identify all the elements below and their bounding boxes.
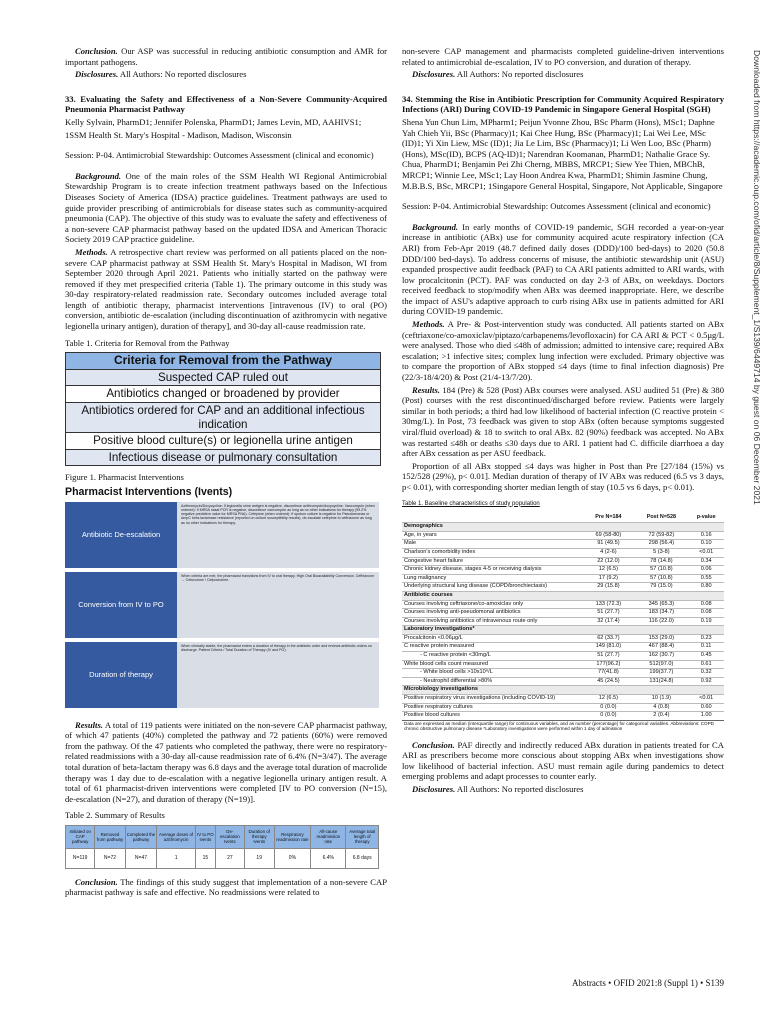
- table-cell: 19: [244, 848, 274, 868]
- table-cell: 162 (30.7): [634, 652, 688, 661]
- table-cell: Age, in years: [402, 531, 582, 540]
- table-cell: Microbiology investigations: [402, 686, 582, 695]
- abstract-34-results-2: Proportion of all ABx stopped ≤4 days was higher in Post than Pre [27/184 (15%) vs 152/528 (29%), p< 0.01]. Median duration of therapy of IV ABx was reduced (6.5 vs 3 days, p< 0.01), with corresponding shorter median length of stay (10.5 vs 6 days, p< 0.01).: [402, 460, 724, 492]
- table-cell: 0.92: [688, 677, 724, 686]
- table-header-row: [66, 825, 379, 848]
- table-cell: 0 (0.0): [582, 712, 634, 721]
- table-header: Removed from pathway: [95, 825, 125, 848]
- table-cell: 0.11: [688, 643, 724, 652]
- table-cell: 0.34: [688, 557, 724, 566]
- table-cell: Chronic kidney disease, stages 4-5 or receiving dialysis: [402, 566, 582, 575]
- table-cell: 116 (22.0): [634, 617, 688, 626]
- table-cell: 77(41.8): [582, 669, 634, 678]
- table-cell: 45 (24.5): [582, 677, 634, 686]
- table-row: [402, 566, 724, 575]
- table-cell: Lung malignancy: [402, 574, 582, 583]
- table-cell: [688, 686, 724, 695]
- table-header: Pre N=184: [595, 514, 622, 521]
- table-footnote-row: [402, 720, 724, 731]
- table-header: Initiated on CAP pathway: [66, 825, 95, 848]
- table-row: [402, 695, 724, 704]
- page-footer: Abstracts • OFID 2021:8 (Suppl 1) • S139: [571, 978, 724, 988]
- table-cell: 5 (3-8): [634, 548, 688, 557]
- table-cell: 27: [215, 848, 244, 868]
- table-cell: 0%: [274, 848, 311, 868]
- table-cell: N=72: [95, 848, 125, 868]
- table-cell: White blood cells count measured: [402, 660, 582, 669]
- table-cell: <0.01: [688, 695, 724, 704]
- figure-row-duration: [65, 642, 379, 708]
- table-row: [402, 643, 724, 652]
- abstract-34-authors: Shena Yun Chun Lim, MPharm1; Peijun Yvonne Zhou, BSc Pharm (Hons), MSc1; Daphne Yah Chieh Yii, BSc (Pharmacy)1; Kai Chee Hung, BSc (Pharmacy)1; Lai Wei Lee, MSc (ID)1; Yi Xin Liew, MSc (ID)1; Jia Le Lim, BSc (Pharmacy)1; Li Wen Loo, BSc (Pharm)(Hons), MSc(ID), BCPS (AQ-ID)1; Narendran Koomanan, PharmD1; Nathalie Grace Sy. Chua, PharmD1; Benjamin Pei Zhi Cherng, MBBS, MRCP1; Siew Yee Thien, MBChB, MRCP1; Winnie Lee, MSc1; Lay Hoon Andrea Kwa, PharmD1; Shimin Jasmine Chung, M.B.B.S, BSc, MRCP1; 1Singapore General Hospital, Singapore, Not Applicable, Singapore: [402, 116, 723, 191]
- criteria-item: Antibiotics ordered for CAP and an additional infectious indication: [66, 402, 380, 432]
- top-disclosures: Disclosures. All Authors: No reported disclosures: [75, 69, 247, 80]
- table-cell: 10 (1.9): [634, 695, 688, 704]
- table-cell: Positive blood cultures: [402, 712, 582, 721]
- abstract-34-results: Results. 184 (Pre) & 528 (Post) ABx courses were analysed. ASU audited 51 (Pre) & 380 (Post) courses with the rest discontinued/discharged before review. Patients were largely similar in both periods; a third had low likelihood of bacterial infection (C reactive protein < 30mg/L). In Post, 73 feedback was given to stop ABx (often because symptoms suggested viral/fluid overload) & 18 to switch to oral ABx. 82 (90%) feedback was accepted. No ABx was restarted ≤48h or deaths ≤30 days due to ARI. 1 patient had C. difficile diarrhoea a day after ABx cessation as per ASU feedback.: [402, 384, 724, 459]
- table-cell: 1: [157, 848, 195, 868]
- table-cell: 2 (0.4): [634, 712, 688, 721]
- table-cell: Charlson's comorbidity index: [402, 548, 582, 557]
- table-row: [402, 660, 724, 669]
- table-cell: 0.23: [688, 634, 724, 643]
- table-row: [402, 677, 724, 686]
- criteria-header: Criteria for Removal from the Pathway: [66, 353, 380, 369]
- table-cell: Congestive heart failure: [402, 557, 582, 566]
- table-cell: 51 (27.7): [582, 652, 634, 661]
- table-row: [402, 548, 724, 557]
- table-cell: [634, 626, 688, 635]
- table-cell: [688, 626, 724, 635]
- table-row: [402, 703, 724, 712]
- table-header: Average doses of azithromycin: [157, 825, 195, 848]
- table-cell: 51 (27.7): [582, 609, 634, 618]
- figure-pharmacist-interventions: [65, 487, 379, 708]
- figure-row-label: Antibiotic De-escalation: [65, 502, 177, 568]
- abstract-34-conclusion: Conclusion. PAF directly and indirectly reduced ABx duration in patients treated for CA ARI as prescribers become more conscious about stopping ABx when investigations show low likelihood of bacterial infection. ASU must remain agile during pandemics to detect emerging problems and adapt processes to counter early.: [402, 739, 724, 782]
- table-cell: 79 (15.0): [634, 583, 688, 592]
- table-cell: 0.60: [688, 703, 724, 712]
- table-row: [402, 609, 724, 618]
- table-cell: 183 (34.7): [634, 609, 688, 618]
- figure1-caption: Figure 1. Pharmacist Interventions: [65, 472, 184, 483]
- table-row: [402, 557, 724, 566]
- table-footnote: Data are expressed as median (interquartile range) for continuous variables, and as number (percentage) for categorical variables. Abbreviations: COPD chronic obstructive pulmonary disease *Laboratory investigations were performed within 1 day of admission: [402, 720, 724, 731]
- table-cell: Positive respiratory cultures: [402, 703, 582, 712]
- table-row: [402, 574, 724, 583]
- table-cell: 57 (10.8): [634, 566, 688, 575]
- table-cell: 0.10: [688, 540, 724, 549]
- table-cell: 0.16: [688, 531, 724, 540]
- table-cell: 4 (2-6): [582, 548, 634, 557]
- table-cell: 78 (14.8): [634, 557, 688, 566]
- table-cell: [582, 523, 634, 532]
- table1-caption: Table 1. Criteria for Removal from the Pathway: [65, 337, 230, 348]
- baseline-table: [402, 513, 724, 731]
- abstract-33-authors: Kelly Sylvain, PharmD1; Jennifer Polenska, PharmD1; James Levin, MD, AAHIVS1;: [65, 116, 362, 127]
- table-row: [402, 600, 724, 609]
- table-cell: 153 (29.0): [634, 634, 688, 643]
- table-cell: 29 (15.8): [582, 583, 634, 592]
- right-column: [402, 46, 724, 797]
- abstract-33-background: Background. One of the main roles of the SSM Health WI Regional Antimicrobial Stewardship Program is to create infection treatment pathways based on the Infectious Diseases Society of America (IDSA) practice guidelines. Treatment pathways are used to guide provider prescribing of antimicrobials for disease states such as community-acquired pneumonia (CAP). The objective of this study was to evaluate the safety and effectiveness of a non-severe CAP pharmacist pathway based on the updated IDSA and American Thoracic Society 2019 CAP practice guideline.: [65, 170, 387, 245]
- table-cell: Courses involving anti-pseudomonal antibiotics: [402, 609, 582, 618]
- table-cell: 0.80: [688, 583, 724, 592]
- table-cell: 0.55: [688, 574, 724, 583]
- abstract-34-session: Session: P-04. Antimicrobial Stewardship: Outcomes Assessment (clinical and economic): [402, 201, 711, 212]
- table-row: [402, 712, 724, 721]
- criteria-item: Antibiotics changed or broadened by provider: [66, 385, 380, 402]
- table-cell: N=47: [125, 848, 157, 868]
- table-cell: Laboratory investigations*: [402, 626, 582, 635]
- table-cell: 12 (6.5): [582, 695, 634, 704]
- table-cell: [582, 591, 634, 600]
- table-cell: [582, 686, 634, 695]
- figure-row-iv-to-po: [65, 572, 379, 638]
- abstract-33-results: Results. A total of 119 patients were initiated on the non-severe CAP pharmacist pathway, of which 47 patients (40%) completed the pathway and 72 patients (60%) were removed from the pathway. Of the 47 patients who completed the pathway, there were no respiratory-related readmissions with a 30-day all-cause readmission rate of 6.4% (N=3/47). The average total duration of beta-lactam therapy was 6.8 days and the average total duration of macrolide therapy was 1 day due to de-escalation with a negative legionella urinary antigen result. A total of 61 pharmacist-driven interventions were completed [IV to PO conversion (N=15), de-escalation (N=27), and duration of therapy (N=19)].: [65, 719, 387, 804]
- abstract-33-affiliation: 1SSM Health St. Mary's Hospital - Madison, Madison, Wisconsin: [65, 129, 292, 140]
- table-cell: 131(24.8): [634, 677, 688, 686]
- table-cell: 298 (56.4): [634, 540, 688, 549]
- table-cell: N=119: [66, 848, 95, 868]
- table-row: [402, 617, 724, 626]
- table-row: [402, 652, 724, 661]
- table-cell: 199(37.7): [634, 669, 688, 678]
- table-cell: 12 (6.5): [582, 566, 634, 575]
- table-header: p-value: [696, 514, 716, 521]
- table-row: [402, 540, 724, 549]
- table-row: [402, 634, 724, 643]
- table-header: Average total length of therapy: [346, 825, 379, 848]
- figure-row-deescalation: [65, 502, 379, 568]
- download-sidebar: [752, 50, 764, 970]
- figure-row-text: Azithromycin/Doxycycline: If legionella urine antigen is negative, discontinue azithromycin/doxycycline. Vancomycin (when ordered): If MRSA nasal PCR is negative, discontinue vancomycin as long as no other indications for therapy (99.2% negative predictive value for MRSA PNA). Cefepime (when ordered): If sputum culture is negative for Pseudomonas or AmpC beta-lactamase resistance (reported on culture susceptibility results), de-escalate cefepime to ceftriaxone as long as no other indications for therapy.: [177, 502, 379, 568]
- summary-table: [65, 825, 379, 869]
- table-cell: 512(97.0): [634, 660, 688, 669]
- table-cell: Underlying structural lung disease (COPD/bronchiectasis): [402, 583, 582, 592]
- table-header: All-cause readmission rate: [311, 825, 346, 848]
- table-cell: 0.08: [688, 600, 724, 609]
- table-cell: C reactive protein measured: [402, 643, 582, 652]
- table-cell: 69 (58-80): [582, 531, 634, 540]
- table-cell: 22 (12.0): [582, 557, 634, 566]
- table-cell: 177(96.2): [582, 660, 634, 669]
- table-section-row: [402, 591, 724, 600]
- table-cell: 0.06: [688, 566, 724, 575]
- table-cell: 0.45: [688, 652, 724, 661]
- table-header: Respiratory readmission rate: [274, 825, 311, 848]
- table-cell: 57 (10.8): [634, 574, 688, 583]
- table-cell: 32 (17.4): [582, 617, 634, 626]
- table-cell: - C reactive protein <30mg/L: [402, 652, 582, 661]
- table-cell: 149 (81.0): [582, 643, 634, 652]
- criteria-table: [65, 352, 381, 466]
- baseline-table-caption: Table 1. Baseline characteristics of study population: [402, 500, 540, 507]
- table-header: [402, 513, 582, 523]
- table-cell: Positive respiratory virus investigations (including COVID-19): [402, 695, 582, 704]
- abstract-33-session: Session: P-04. Antimicrobial Stewardship: Outcomes Assessment (clinical and economic): [65, 150, 374, 161]
- table-cell: 15: [195, 848, 215, 868]
- figure-row-label: Conversion from IV to PO: [65, 572, 177, 638]
- table-header: De-escalation Ivents: [215, 825, 244, 848]
- figure-row-text: When criteria are met, the pharmacist transitions from IV to oral therapy. High Oral Bioavailability Conversion. Ceftriaxone → Cefuroxime / Cefpodoxime.: [177, 572, 379, 638]
- table-cell: 0 (0.0): [582, 703, 634, 712]
- table2-caption: Table 2. Summary of Results: [65, 810, 165, 821]
- table-section-row: [402, 686, 724, 695]
- table-cell: 62 (33.7): [582, 634, 634, 643]
- criteria-item: Infectious disease or pulmonary consultation: [66, 449, 380, 466]
- table-cell: [634, 523, 688, 532]
- table-cell: [688, 591, 724, 600]
- table-cell: [688, 523, 724, 532]
- table-cell: 1.00: [688, 712, 724, 721]
- table-cell: 6.4%: [311, 848, 346, 868]
- table-cell: Male: [402, 540, 582, 549]
- criteria-item: Suspected CAP ruled out: [66, 369, 380, 386]
- table-cell: [634, 591, 688, 600]
- table-cell: [634, 686, 688, 695]
- abstract-34-methods: Methods. A Pre- & Post-intervention study was conducted. All patients started on ABx (ceftriaxone/co-amoxiclav/piptazo/carbapenems/levofloxacin) for CA ARI & PCT < 0.5μg/L were analysed. Those who died ≤48h of admission; admitted to intensive care; required ABx escalation; >1 infective sites; complex lung infection were excluded. Primary objective was to compare the proportion of ABx stopped ≤4 days (time to final infection diagnosis) Pre (22/3-18/4/20) & Post (21/4-13/7/20).: [402, 319, 724, 383]
- figure-title: Pharmacist Interventions (Ivents): [65, 486, 233, 498]
- table-cell: 72 (59-82): [634, 531, 688, 540]
- figure-row-label: Duration of therapy: [65, 642, 177, 708]
- table-cell: <0.01: [688, 548, 724, 557]
- table-header-row: [402, 513, 724, 523]
- table-cell: - Neutrophil differential >80%: [402, 677, 582, 686]
- table-cell: 467 (88.4): [634, 643, 688, 652]
- table-cell: 0.19: [688, 617, 724, 626]
- left-column: [65, 46, 387, 900]
- table-header: Post N=528: [646, 514, 676, 521]
- abstract-34-background: Background. In early months of COVID-19 pandemic, SGH recorded a year-on-year increase in antibiotic (ABx) use for community acquired acute respiratory infection (CA ARI) from Feb-Apr 2019 (48.7 defined daily doses (DDD)/100 bed-days) to 2020 (50.8 DDD/100 bed-days). To address concerns of misuse, the antibiotic stewardship unit (ASU) expanded prospective audit feedback (PAF) to CA ARI patients admitted to ARI wards, with low procalcitonin (PCT). PAF was conducted on day 2-3 of ABx, on weekdays. Doctors received feedback to stop/modify when ABx was deemed inappropriate. Here, we describe the impact of ASU's adaptive approach to curb rising ABx use in patients admitted for ARI during COVID-19 pandemic.: [402, 221, 724, 317]
- table-section-row: [402, 523, 724, 532]
- figure-row-text: When clinically stable, the pharmacist enters a duration of therapy in the antibiotic order and reviews antibiotic orders on discharge. Patient Criteria / Total Duration of Therapy (IV and PO).: [177, 642, 379, 708]
- table-cell: [582, 626, 634, 635]
- table-row: [402, 669, 724, 678]
- table-cell: Demographics: [402, 523, 582, 532]
- abstract-33-title: 33. Evaluating the Safety and Effectiveness of a Non-Severe Community-Acquired Pneumonia Pharmacist Pathway: [65, 93, 387, 115]
- table-header: Duration of therapy Ivents: [244, 825, 274, 848]
- table-cell: Antibiotic courses: [402, 591, 582, 600]
- table-header: IV to PO Ivents: [195, 825, 215, 848]
- download-note: Downloaded from https://academic.oup.com/ofid/article/8/Supplement_1/S139/6449714 by guest on 06 December 2021: [752, 50, 762, 505]
- abstract-34-disclosures: Disclosures. All Authors: No reported disclosures: [412, 784, 584, 794]
- abstract-33-methods: Methods. A retrospective chart review was performed on all patients placed on the non-severe CAP pharmacist pathway at SSM Health St. Mary's Hospital in Madison, WI from September 2020 through April 2021. Patients who initially started on the pathway were removed if they met prespecified criteria (Table 1). The primary outcome in this study was 30-day respiratory-related readmission rate. Secondary outcomes included average total length of antibiotic therapy, pharmacist interventions [intravenous (IV) to oral (PO) conversion, antibiotic de-escalation (including discontinuation of azithromycin with negative legionella urinary antigen), duration of therapy], and 30-day all-cause readmission rate.: [65, 246, 387, 332]
- table-cell: 6.8 days: [346, 848, 379, 868]
- table-cell: 0.32: [688, 669, 724, 678]
- table-cell: 0.08: [688, 609, 724, 618]
- top-conclusion: Conclusion. Our ASP was successful in reducing antibiotic consumption and AMR for important pathogens.: [65, 46, 387, 67]
- criteria-item: Positive blood culture(s) or legionella urine antigen: [66, 432, 380, 449]
- table-header: Completed the pathway: [125, 825, 157, 848]
- top-continued-text: non-severe CAP management and pharmacists completed guideline-driven interventions related to antimicrobial de-escalation, IV to PO conversion, and duration of therapy.: [402, 46, 724, 67]
- table-cell: - White blood cells >10x10⁹/L: [402, 669, 582, 678]
- table-cell: Procalcitonin <0.06μg/L: [402, 634, 582, 643]
- table-cell: 17 (9.2): [582, 574, 634, 583]
- table-row: [402, 583, 724, 592]
- table-row: [402, 531, 724, 540]
- table-cell: 91 (49.5): [582, 540, 634, 549]
- table-cell: 4 (0.8): [634, 703, 688, 712]
- top-disclosures: Disclosures. All Authors: No reported disclosures: [412, 69, 584, 80]
- table-cell: 133 (72.3): [582, 600, 634, 609]
- table-section-row: [402, 626, 724, 635]
- table-cell: Courses involving ceftriaxone/co-amoxiclav only: [402, 600, 582, 609]
- abstract-34-title: 34. Stemming the Rise in Antibiotic Prescription for Community Acquired Respiratory Infections (ARI) During COVID-19 Pandemic in Singapore General Hospital (SGH): [402, 93, 724, 115]
- table-cell: Courses involving antibiotics of intravenous route only: [402, 617, 582, 626]
- table-cell: 345 (65.3): [634, 600, 688, 609]
- abstract-33-conclusion: Conclusion. The findings of this study suggest that implementation of a non-severe CAP pharmacist pathway is safe and effective. No readmissions were related to: [65, 876, 387, 898]
- table-cell: 0.61: [688, 660, 724, 669]
- table-row: [66, 848, 379, 868]
